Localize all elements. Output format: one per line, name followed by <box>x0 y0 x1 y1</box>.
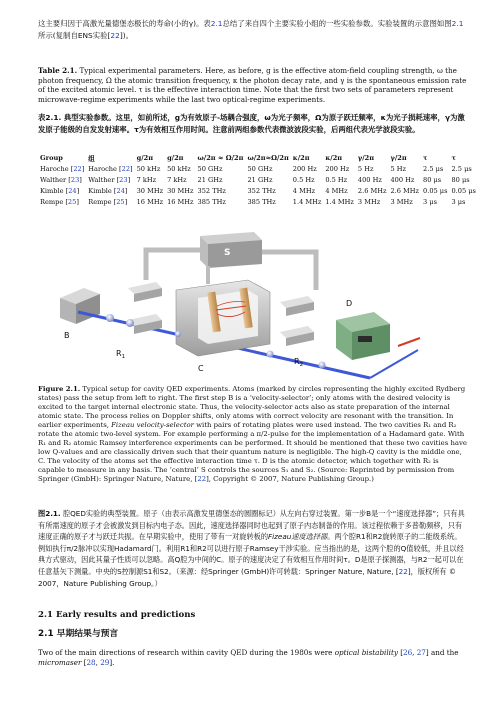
label-c: C <box>198 364 204 373</box>
table-cell: 80 μs <box>423 175 442 184</box>
figure-caption-italic: Fizeau velocity-selector <box>111 421 194 429</box>
table-cell: 1.4 MHz <box>325 197 354 206</box>
table-cell: 200 Hz <box>292 164 317 173</box>
table-cell: 2.5 μs <box>451 164 472 173</box>
table-caption-zh <box>38 112 468 135</box>
label-r1: $R_1$ <box>116 349 126 360</box>
table-caption-label: Table 2.1. <box>38 66 78 75</box>
table-header: g/2π <box>136 153 154 162</box>
body-paragraph-en <box>38 648 468 667</box>
citation-link[interactable]: 23 <box>70 175 80 184</box>
table-cell: 50 kHz <box>136 164 161 173</box>
table-cell: 3 μs <box>423 197 437 206</box>
signal-beam <box>398 338 420 346</box>
citation-link[interactable]: 22 <box>73 164 82 173</box>
figure-caption-label: Figure 2.1. <box>38 385 81 393</box>
label-d: D <box>346 299 353 308</box>
intro-text: 所示(复制自ENS实验[ <box>38 30 111 40</box>
figure-caption-text: Typical setup for cavity QED experiments. Atoms (marked by circles representing the highly excited Rydberg states) pass the setup from left to right. The first step B is a ‘velocity-selector’; only atoms with the desired velocity is excited to the target internal electronic state. Thus, the velocity-selector acts also as state preparation of the internal atomic state. The process relies on Doppler shifts, only atoms with correct velocity are resonant with the transition. In earlier experiments, <box>38 385 466 429</box>
citation-link[interactable]: 26 <box>403 648 413 657</box>
ramsey-cavity-r1 <box>128 282 162 334</box>
parameters-table-wrap <box>38 152 476 207</box>
table-caption-label: 表2.1. <box>38 113 62 122</box>
table-cell: 21 GHz <box>197 175 223 184</box>
table-cell-group: Rempe [25] <box>88 197 128 206</box>
table-cell: 50 kHz <box>167 164 191 173</box>
table-cell: 3 MHz <box>357 197 381 206</box>
figure-caption-italic: Fizeau速度选择器 <box>268 532 328 542</box>
table-cell: 3 MHz <box>390 197 413 206</box>
source-box <box>200 232 262 268</box>
label-r2: $R_2$ <box>294 357 304 368</box>
table-cell: 3 μs <box>451 197 466 206</box>
table-cell: 4 MHz <box>292 186 316 195</box>
table-cell-group: Kimble [24] <box>40 186 80 195</box>
table-header: ω/2π ≈ Ω/2π <box>197 153 244 162</box>
citation-link[interactable]: 22 <box>110 30 120 40</box>
figure-caption-en <box>38 385 468 484</box>
table-cell: 1.4 MHz <box>292 197 322 206</box>
table-header: g/2π <box>167 153 184 162</box>
intro-text: 这主要归因于高激光量德堡态极长的寿命(小的γ)。表 <box>38 19 211 28</box>
table-header: γ/2π <box>357 153 375 162</box>
table-cell: 2.6 MHz <box>357 186 387 195</box>
table-caption-text: Typical experimental parameters. Here, as before, g is the effective atom-field coupling strength, ω the photon frequency, Ω the atomic transition frequency, κ the photon decay rate, and γ is the spontaneous emission rate of the excited atomic level. τ is the effective interaction time. Note that the first two sets of parameters represent microwave-regime experiments while the last two optical-regime experiments. <box>38 66 467 104</box>
figure-caption-text: ], Copyright © 2007, Nature Publishing Group.) <box>206 475 374 483</box>
table-row <box>38 174 478 185</box>
figure-caption-text: ]，版权所有 © 2007，Nature Publishing Group。） <box>38 566 457 588</box>
table-cell: 385 THz <box>197 197 226 206</box>
citation-link[interactable]: 25 <box>67 197 77 206</box>
body-text: [ <box>397 648 403 657</box>
table-cell: 0.05 μs <box>451 186 476 195</box>
figure-caption-zh <box>38 508 468 589</box>
table-link[interactable]: 2.1 <box>210 19 223 28</box>
waveguide-left <box>146 250 200 280</box>
table-cell: 16 MHz <box>136 197 164 206</box>
citation-link[interactable]: 29 <box>100 657 110 667</box>
intro-text: ])。 <box>119 30 133 40</box>
table-header: κ/2π <box>292 153 310 162</box>
table-cell: 7 kHz <box>136 175 157 184</box>
figure-link[interactable]: 2.1 <box>451 19 464 28</box>
table-cell: 50 GHz <box>247 164 273 173</box>
table-cell: 2.5 μs <box>423 164 444 173</box>
table-cell-group: Walther [23] <box>40 175 82 184</box>
high-q-cavity <box>176 280 270 356</box>
figure-caption-text: 腔QED实验的典型装置。原子（由表示高激发里德堡态的圆圈标记）从左向右穿过装置。第一步B是一个“速度选择器”；只有具有所需速度的原子才会被激发到目标内电子态。因此，速度选择器同时也起到了原子内态制备的作用。该过程依赖于多普勒频移，只有速度正确的原子才与跃迁共振。在早期实验中，使用了带有一对旋转板的 <box>38 509 465 542</box>
table-cell: 7 kHz <box>167 175 187 184</box>
intro-paragraph-zh <box>38 18 468 41</box>
table-row <box>38 196 478 207</box>
table-cell: 50 GHz <box>197 164 223 173</box>
table-cell: 30 MHz <box>167 186 194 195</box>
cavity-qed-illustration <box>58 228 424 381</box>
label-s: S <box>224 248 231 258</box>
table-cell: 5 Hz <box>390 164 406 173</box>
intro-text: 总结了来自四个主要实验小组的一些实验参数。实验装置的示意图如图 <box>222 19 452 28</box>
body-italic: micromaser <box>38 657 82 667</box>
body-text: ]. <box>109 657 115 667</box>
citation-link[interactable]: 28 <box>86 657 96 667</box>
section-heading-zh: 2.1 早期结果与预言 <box>38 629 119 639</box>
body-text: , <box>412 648 417 657</box>
table-cell: 5 Hz <box>357 164 374 173</box>
cavity-qed-figure <box>58 228 424 381</box>
table-header: 组 <box>88 154 95 163</box>
table-header: Group <box>40 153 63 162</box>
table-cell: 400 Hz <box>390 175 415 184</box>
table-row <box>38 185 478 196</box>
table-cell: 200 Hz <box>325 164 350 173</box>
figure-caption-text: with pairs of rotating plates were used instead. The two cavities R₁ and R₂ rotate the atomic two-level system. For example performing a π/2-pulse for the implementation of a Hadamard gate. With R₁ and R₂ atomic Ramsey interference experiments can be performed. It should be mentioned that these two cavities have low Q-values and are classically driven such that their quantum nature is negligible. The high-Q cavity is the middle one, C. The velocity of the atoms set the effective interaction time τ. D is the atomic detector, which together with R₂ is capable to measure in any basis. The ‘central’ S controls the sources S₁ and S₂. (Source: Reprinted by permission from Springer (GmbH): Springer Nature, Nature, [ <box>38 421 467 483</box>
table-cell-group: Haroche [22] <box>88 164 133 173</box>
table-caption-text: 典型实验参数。这里，如前所述，g为有效原子-场耦合强度，ω为光子频率，Ω为原子跃迁频率，κ为光子损耗速率，γ为激发原子能级的自发发射速率。τ为有效相互作用时间。注意前两组参数代表微波波段实验，后两组代表光学波段实验。 <box>38 113 465 134</box>
label-b: B <box>64 331 70 340</box>
table-cell-group: Kimble [24] <box>88 186 128 195</box>
citation-link[interactable]: 27 <box>416 648 426 657</box>
table-cell: 0.05 μs <box>423 186 448 195</box>
citation-link[interactable]: 22 <box>197 475 207 483</box>
table-cell-group: Haroche [22] <box>40 164 85 173</box>
table-cell: 0.5 Hz <box>325 175 348 184</box>
table-cell: 0.5 Hz <box>292 175 315 184</box>
table-row <box>38 163 478 174</box>
citation-link[interactable]: 24 <box>68 186 77 195</box>
table-cell-group: Walther [23] <box>88 175 131 184</box>
parameters-table <box>38 152 478 207</box>
table-caption-en <box>38 66 468 104</box>
table-cell: 30 MHz <box>136 186 164 195</box>
table-cell: 385 THz <box>247 197 276 206</box>
body-text: , <box>95 657 101 667</box>
citation-link[interactable]: 23 <box>119 175 128 184</box>
table-cell: 352 THz <box>247 186 276 195</box>
body-text: Two of the main directions of research within cavity QED during the 1980s were <box>38 648 335 657</box>
waveguide-right <box>262 252 316 290</box>
table-cell: 16 MHz <box>167 197 194 206</box>
figure-caption-text: 。两个腔R1和R2旋转原子的二能级系统。例如执行π/2脉冲以实现Hadamard门。利用R1和R2可以进行原子Ramsey干涉实验。应当指出的是，这两个腔的Q值较低，并且以经典方式驱动，因此其量子性质可以忽略。高Q腔为中间的C。原子的速度决定了有效相互作用时间τ。D是原子探测器，与R2一起可以在任意基矢下测量。中央的S控制源S1和S2。（来源：经Springer (GmbH)许可转载：Springer Nature, Nature, [ <box>38 532 464 576</box>
citation-link[interactable]: 22 <box>121 164 131 173</box>
table-header: κ/2π <box>325 153 343 162</box>
table-header: τ <box>423 153 428 162</box>
body-text: ] and the <box>425 648 459 657</box>
citation-link[interactable]: 24 <box>116 186 125 195</box>
table-header: τ <box>451 153 456 162</box>
table-cell: 21 GHz <box>247 175 273 184</box>
atomic-detector <box>336 312 390 360</box>
table-header-row <box>38 152 478 163</box>
table-cell: 4 MHz <box>325 186 348 195</box>
table-cell: 2.6 MHz <box>390 186 420 195</box>
table-cell: 400 Hz <box>357 175 382 184</box>
citation-link[interactable]: 22 <box>398 566 408 576</box>
velocity-selector-box <box>60 288 100 324</box>
figure-caption-label: 图2.1. <box>38 509 61 518</box>
section-heading-en: 2.1 Early results and predictions <box>38 610 196 620</box>
table-header: ω/2π≈Ω/2π <box>247 153 289 162</box>
body-text: [ <box>81 657 87 667</box>
body-italic: optical bistability <box>334 648 398 657</box>
table-cell-group: Rempe [25] <box>40 197 79 206</box>
ramsey-cavity-r2 <box>280 296 314 346</box>
citation-link[interactable]: 25 <box>116 197 125 206</box>
table-header: γ/2π <box>390 153 407 162</box>
table-cell: 352 THz <box>197 186 226 195</box>
table-cell: 80 μs <box>451 175 470 184</box>
